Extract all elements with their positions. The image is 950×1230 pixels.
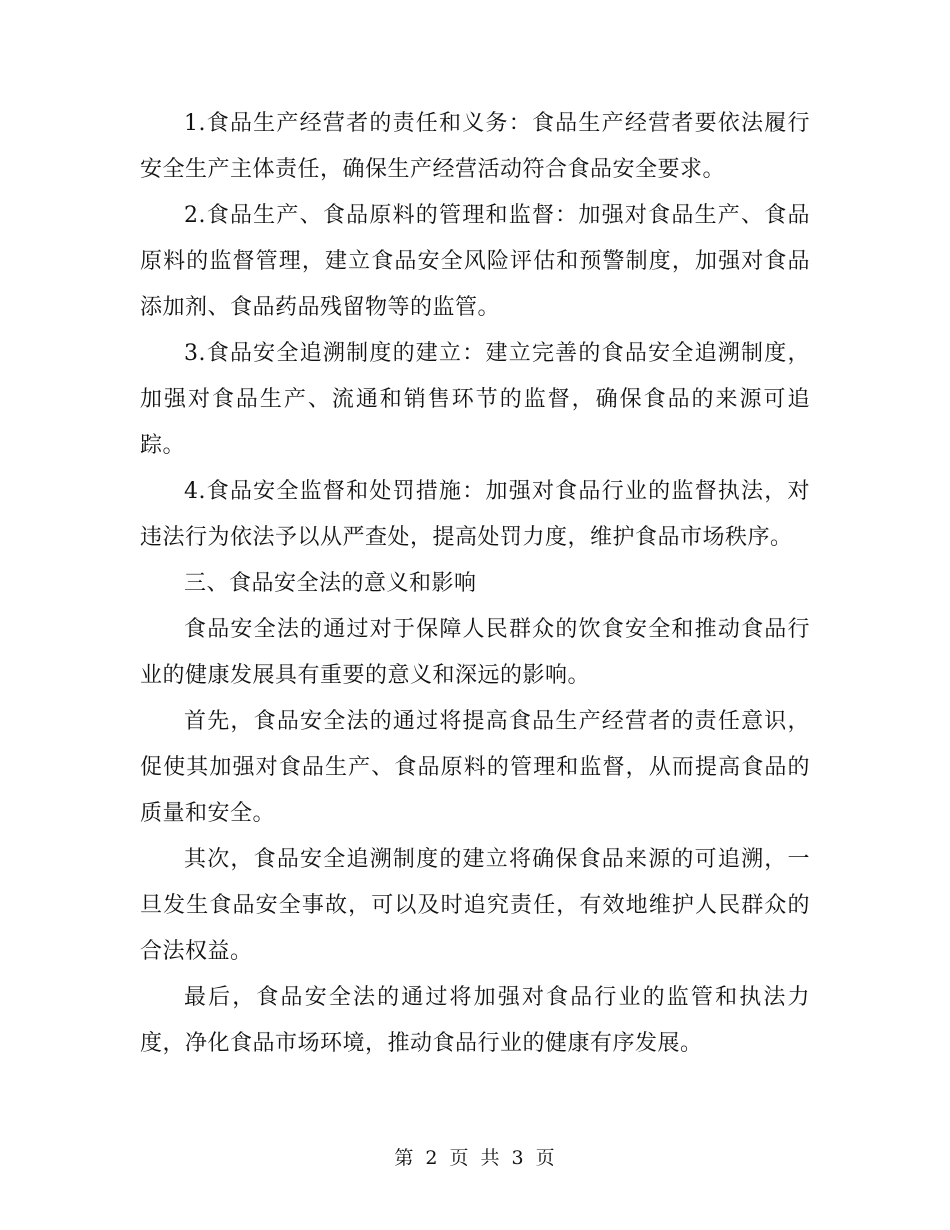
list-item-producer-responsibility: 1.食品生产经营者的责任和义务：食品生产经营者要依法履行安全生产主体责任，确保生产经营活动符合食品安全要求。 — [140, 111, 810, 182]
paragraph-significance: 食品安全法的通过对于保障人民群众的饮食安全和推动食品行业的健康发展具有重要的意义和深远的影响。 — [140, 617, 810, 688]
paragraph-first: 首先，食品安全法的通过将提高食品生产经营者的责任意识，促使其加强对食品生产、食品原料的管理和监督，从而提高食品的质量和安全。 — [140, 709, 810, 826]
paragraph-second: 其次，食品安全追溯制度的建立将确保食品来源的可追溯，一旦发生食品安全事故，可以及时追究责任，有效地维护人民群众的合法权益。 — [140, 847, 810, 964]
list-item-penalty-measures: 4.食品安全监督和处罚措施：加强对食品行业的监督执法，对违法行为依法予以从严查处，提高处罚力度，维护食品市场秩序。 — [140, 479, 810, 550]
list-item-production-supervision: 2.食品生产、食品原料的管理和监督：加强对食品生产、食品原料的监督管理，建立食品安全风险评估和预警制度，加强对食品添加剂、食品药品残留物等的监管。 — [140, 203, 810, 320]
document-body — [140, 101, 810, 1067]
section-heading: 三、食品安全法的意义和影响 — [184, 571, 477, 596]
list-item-traceability-system: 3.食品安全追溯制度的建立：建立完善的食品安全追溯制度，加强对食品生产、流通和销售环节的监督，确保食品的来源可追踪。 — [140, 341, 810, 458]
page-number-footer: 第 2 页 共 3 页 — [394, 1147, 556, 1169]
paragraph-finally: 最后，食品安全法的通过将加强对食品行业的监管和执法力度，净化食品市场环境，推动食品行业的健康有序发展。 — [140, 985, 810, 1056]
